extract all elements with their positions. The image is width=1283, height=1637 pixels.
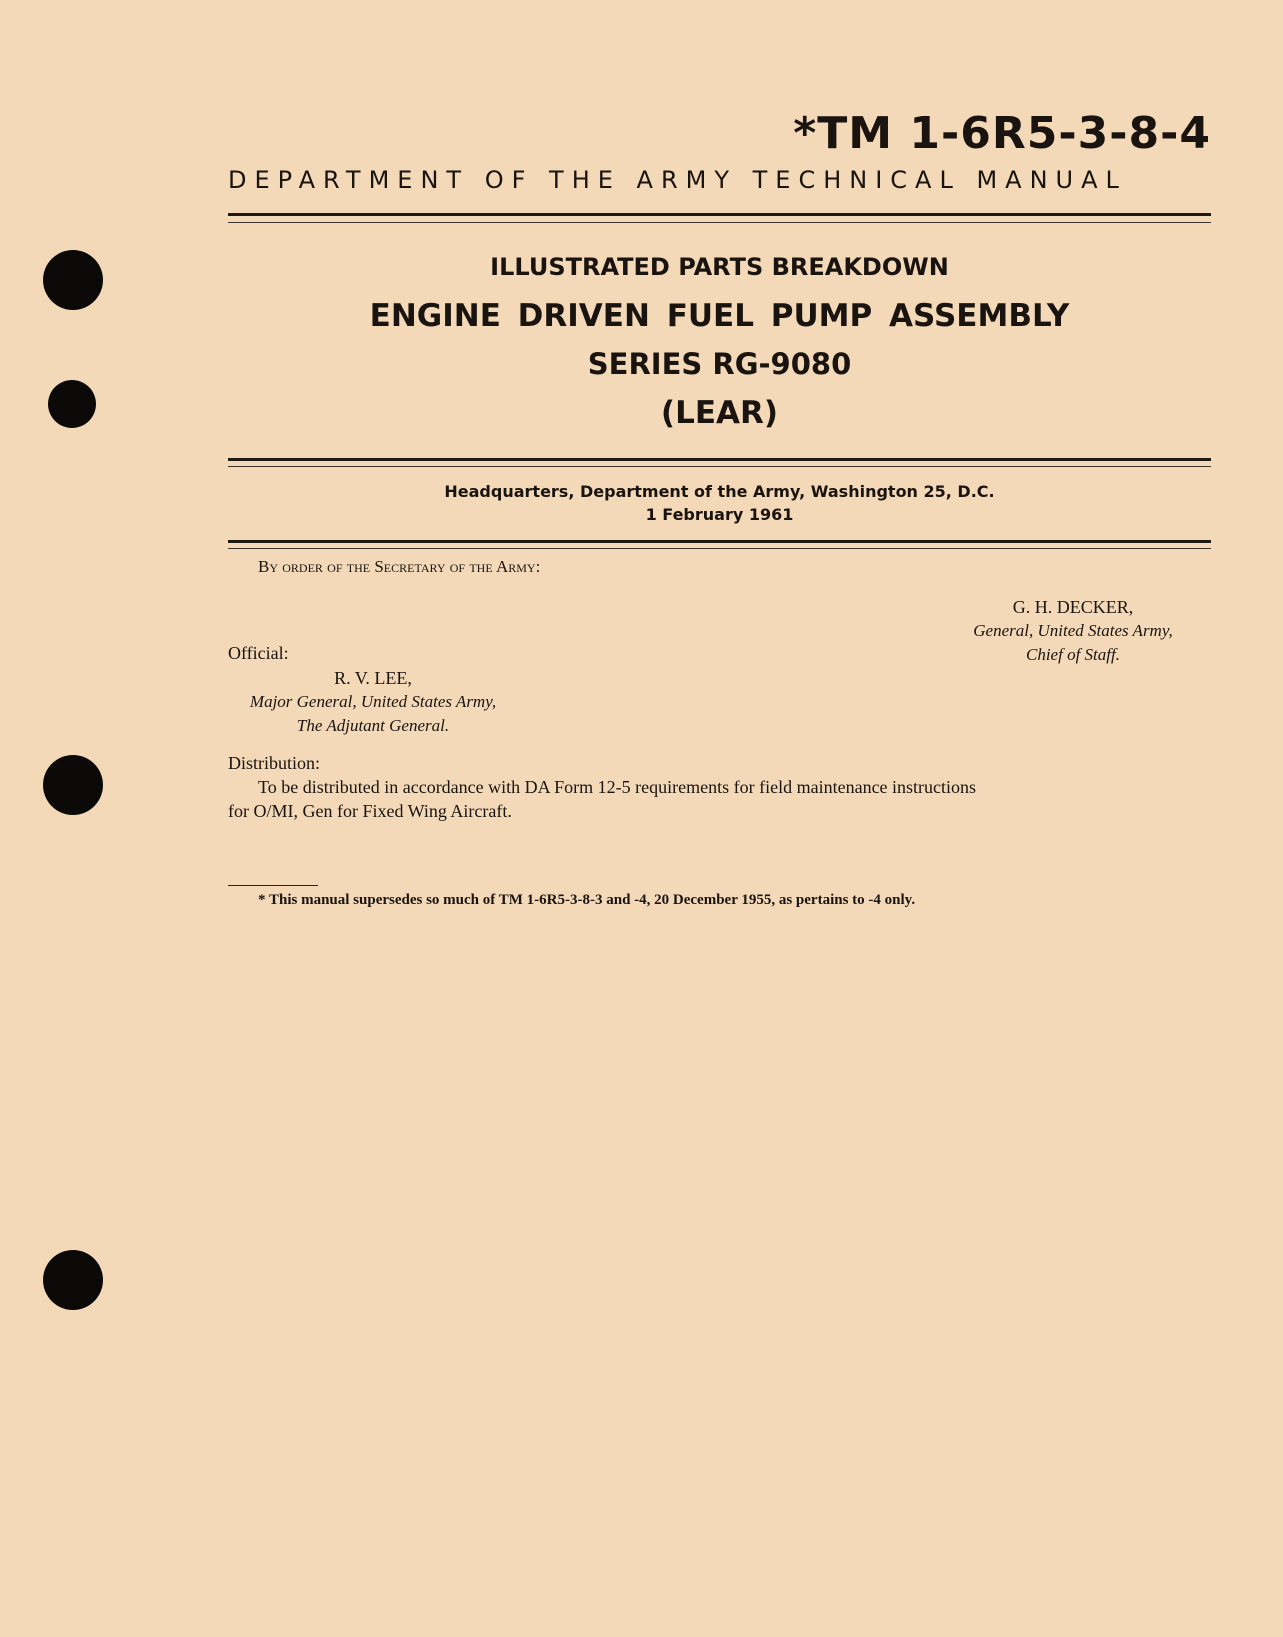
binder-hole [43,755,103,815]
distribution-text-2: for O/MI, Gen for Fixed Wing Aircraft. [228,801,512,821]
official-rank: Major General, United States Army, [249,692,497,711]
binder-hole [48,380,96,428]
issue-date: 1 February 1961 [645,505,794,524]
divider [228,213,1211,216]
doc-manufacturer: (LEAR) [660,395,779,431]
official-title: The Adjutant General. [296,716,450,735]
official-name: R. V. LEE, [334,668,412,688]
divider [228,540,1211,543]
doc-series: SERIES RG-9080 [587,347,852,381]
divider [228,466,1211,467]
divider [228,548,1211,549]
doc-type: ILLUSTRATED PARTS BREAKDOWN [490,253,949,281]
divider [228,458,1211,461]
department-heading: DEPARTMENT OF THE ARMY TECHNICAL MANUAL [228,166,1127,194]
divider [228,222,1211,223]
signer-title: Chief of Staff. [1026,645,1120,664]
distribution-label: Distribution: [228,753,321,773]
doc-title: ENGINE DRIVEN FUEL PUMP ASSEMBLY [369,298,1070,334]
footnote: * This manual supersedes so much of TM 1-6R5-3-8-3 and -4, 20 December 1955, as pertains to -4 only. [258,892,916,908]
distribution-text: To be distributed in accordance with DA Form 12-5 requirements for field maintenance instructions [258,777,977,797]
signer-rank: General, United States Army, [973,621,1173,640]
footnote-rule [228,885,318,886]
signature-block-chief [943,595,1203,667]
headquarters: Headquarters, Department of the Army, Washington 25, D.C. [444,482,995,501]
official-label: Official: [228,643,289,663]
by-order: By order of the Secretary of the Army: [258,557,541,576]
signer-name: G. H. DECKER, [1012,597,1134,617]
binder-hole [43,1250,103,1310]
signature-block-official [228,666,518,738]
binder-hole [43,250,103,310]
tm-number: *TM 1-6R5-3-8-4 [793,108,1211,159]
